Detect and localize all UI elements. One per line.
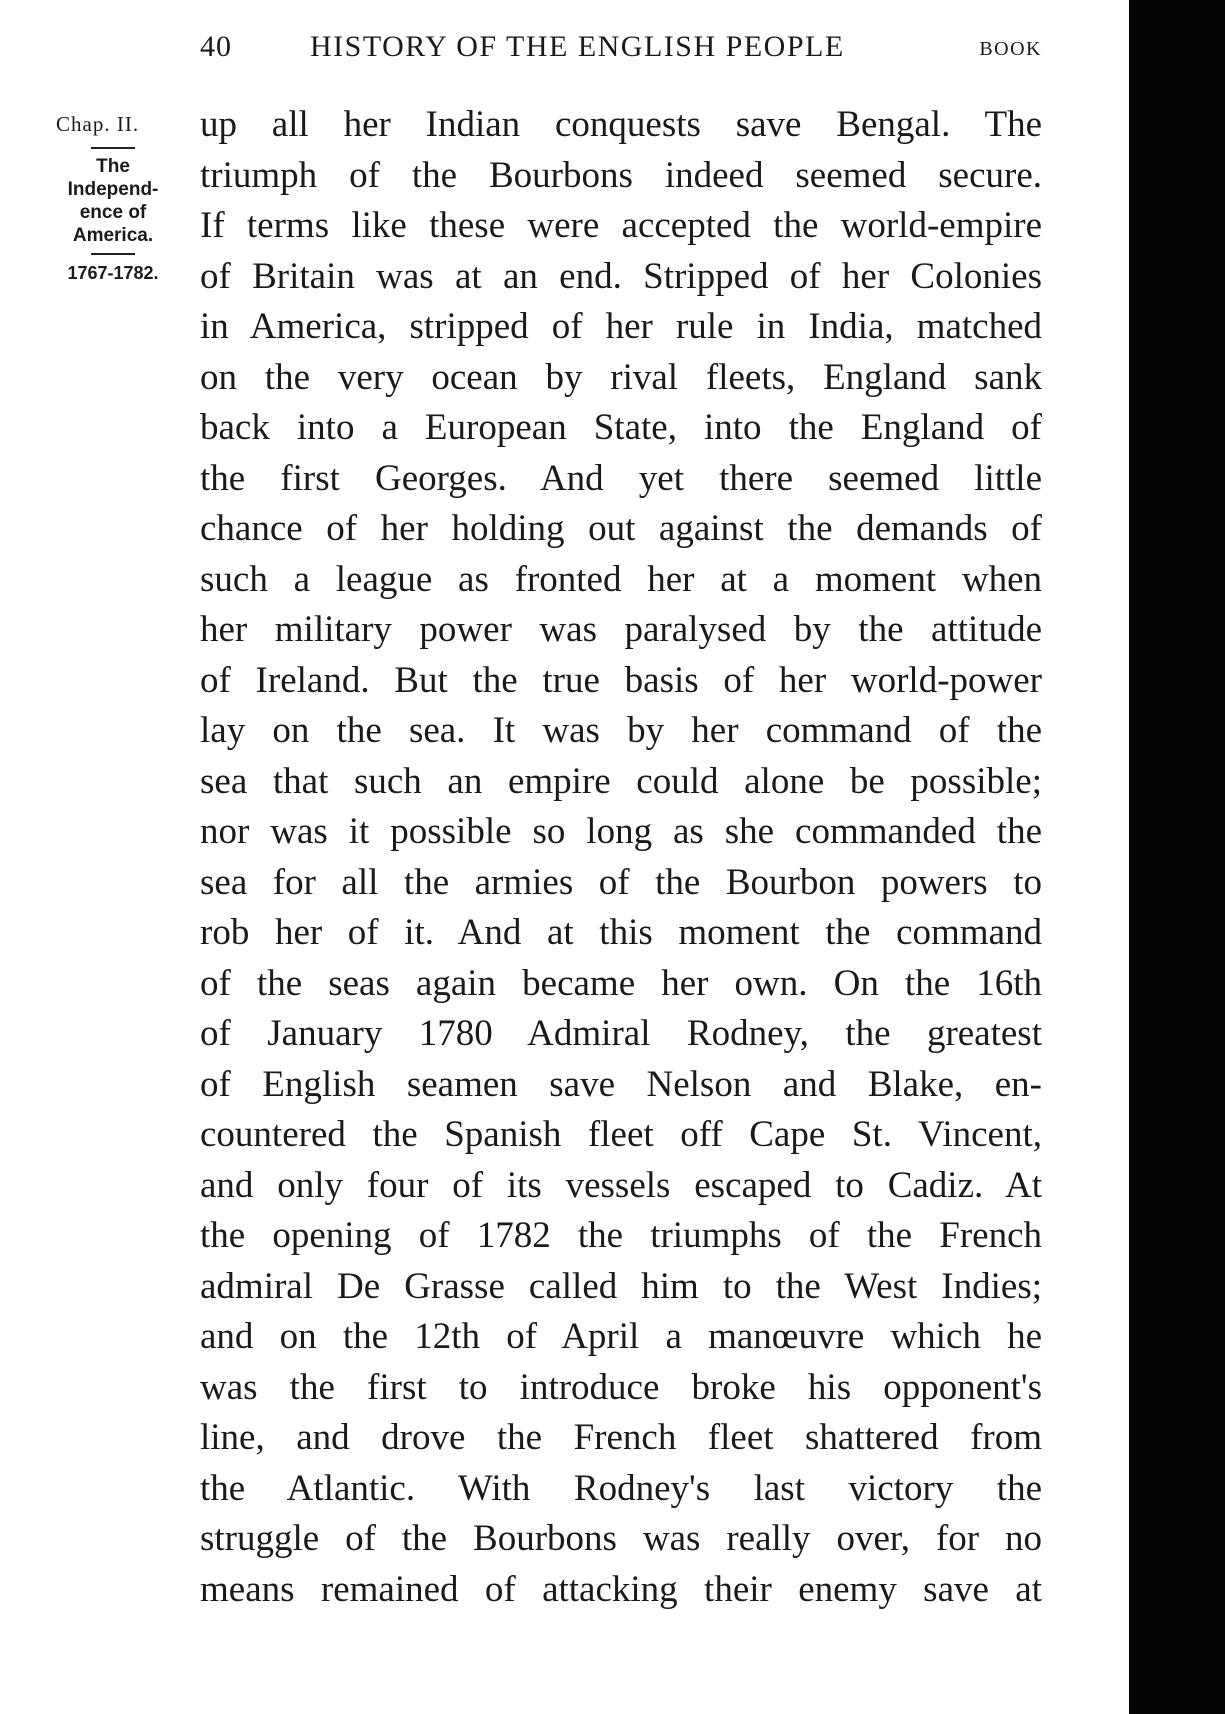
- text-line: admiral De Grasse called him to the West Indies;: [200, 1265, 1042, 1307]
- text-line: such a league as fronted her at a moment when: [200, 558, 1042, 600]
- text-line: of January 1780 Admiral Rodney, the greatest: [200, 1013, 1042, 1054]
- page-number: 40: [200, 30, 232, 63]
- sidenote-rule-top: [91, 147, 135, 149]
- sidenote-dates: 1767-1782.: [67, 263, 159, 283]
- text-line: the Atlantic. With Rodney's last victory the: [200, 1467, 1042, 1509]
- text-line: in America, stripped of her rule in India, matched: [200, 306, 1042, 347]
- scan-dark-edge: [1129, 0, 1225, 1714]
- text-line: chance of her holding out against the demands of: [200, 508, 1042, 549]
- text-line: nor was it possible so long as she commanded the: [200, 811, 1042, 852]
- text-line: was the first to introduce broke his opponent's: [200, 1366, 1042, 1408]
- body-text: [200, 100, 1042, 1615]
- text-line: struggle of the Bourbons was really over, for no: [200, 1518, 1042, 1559]
- running-title: HISTORY OF THE ENGLISH PEOPLE: [310, 30, 845, 63]
- text-line: rob her of it. And at this moment the command: [200, 912, 1042, 953]
- book-label: BOOK: [979, 38, 1042, 60]
- text-line: lay on the sea. It was by her command of the: [200, 710, 1042, 751]
- text-line: line, and drove the French fleet shattered from: [200, 1417, 1042, 1458]
- text-line: triumph of the Bourbons indeed seemed secure.: [200, 154, 1042, 196]
- text-line: the first Georges. And yet there seemed little: [200, 457, 1042, 499]
- text-line: of the seas again became her own. On the 16th: [200, 962, 1042, 1004]
- sidenote-rule-bottom: [91, 253, 135, 255]
- text-line: and only four of its vessels escaped to Cadiz. At: [200, 1164, 1042, 1206]
- text-line: up all her Indian conquests save Bengal. The: [200, 104, 1042, 145]
- text-line: sea that such an empire could alone be possible;: [200, 760, 1042, 802]
- text-line: countered the Spanish fleet off Cape St. Vincent,: [200, 1114, 1042, 1155]
- running-header: [200, 22, 1042, 72]
- chapter-label: Chap. II.: [56, 112, 140, 136]
- sidenote-topic: The Independ- ence of America.: [67, 156, 159, 246]
- text-line: of Ireland. But the true basis of her world-power: [200, 659, 1042, 701]
- margin-sidenote: [48, 112, 178, 284]
- text-line: of English seamen save Nelson and Blake, en-: [200, 1063, 1042, 1105]
- text-line: means remained of attacking their enemy save at: [200, 1568, 1042, 1610]
- text-line: If terms like these were accepted the world-empire: [200, 205, 1042, 246]
- text-line: the opening of 1782 the triumphs of the French: [200, 1215, 1042, 1256]
- text-line: back into a European State, into the England of: [200, 407, 1042, 448]
- text-line: and on the 12th of April a manœuvre which he: [200, 1316, 1042, 1357]
- text-line: her military power was paralysed by the attitude: [200, 609, 1042, 650]
- text-line: on the very ocean by rival fleets, England sank: [200, 356, 1042, 398]
- text-line: of Britain was at an end. Stripped of her Colonies: [200, 255, 1042, 297]
- text-line: sea for all the armies of the Bourbon powers to: [200, 861, 1042, 903]
